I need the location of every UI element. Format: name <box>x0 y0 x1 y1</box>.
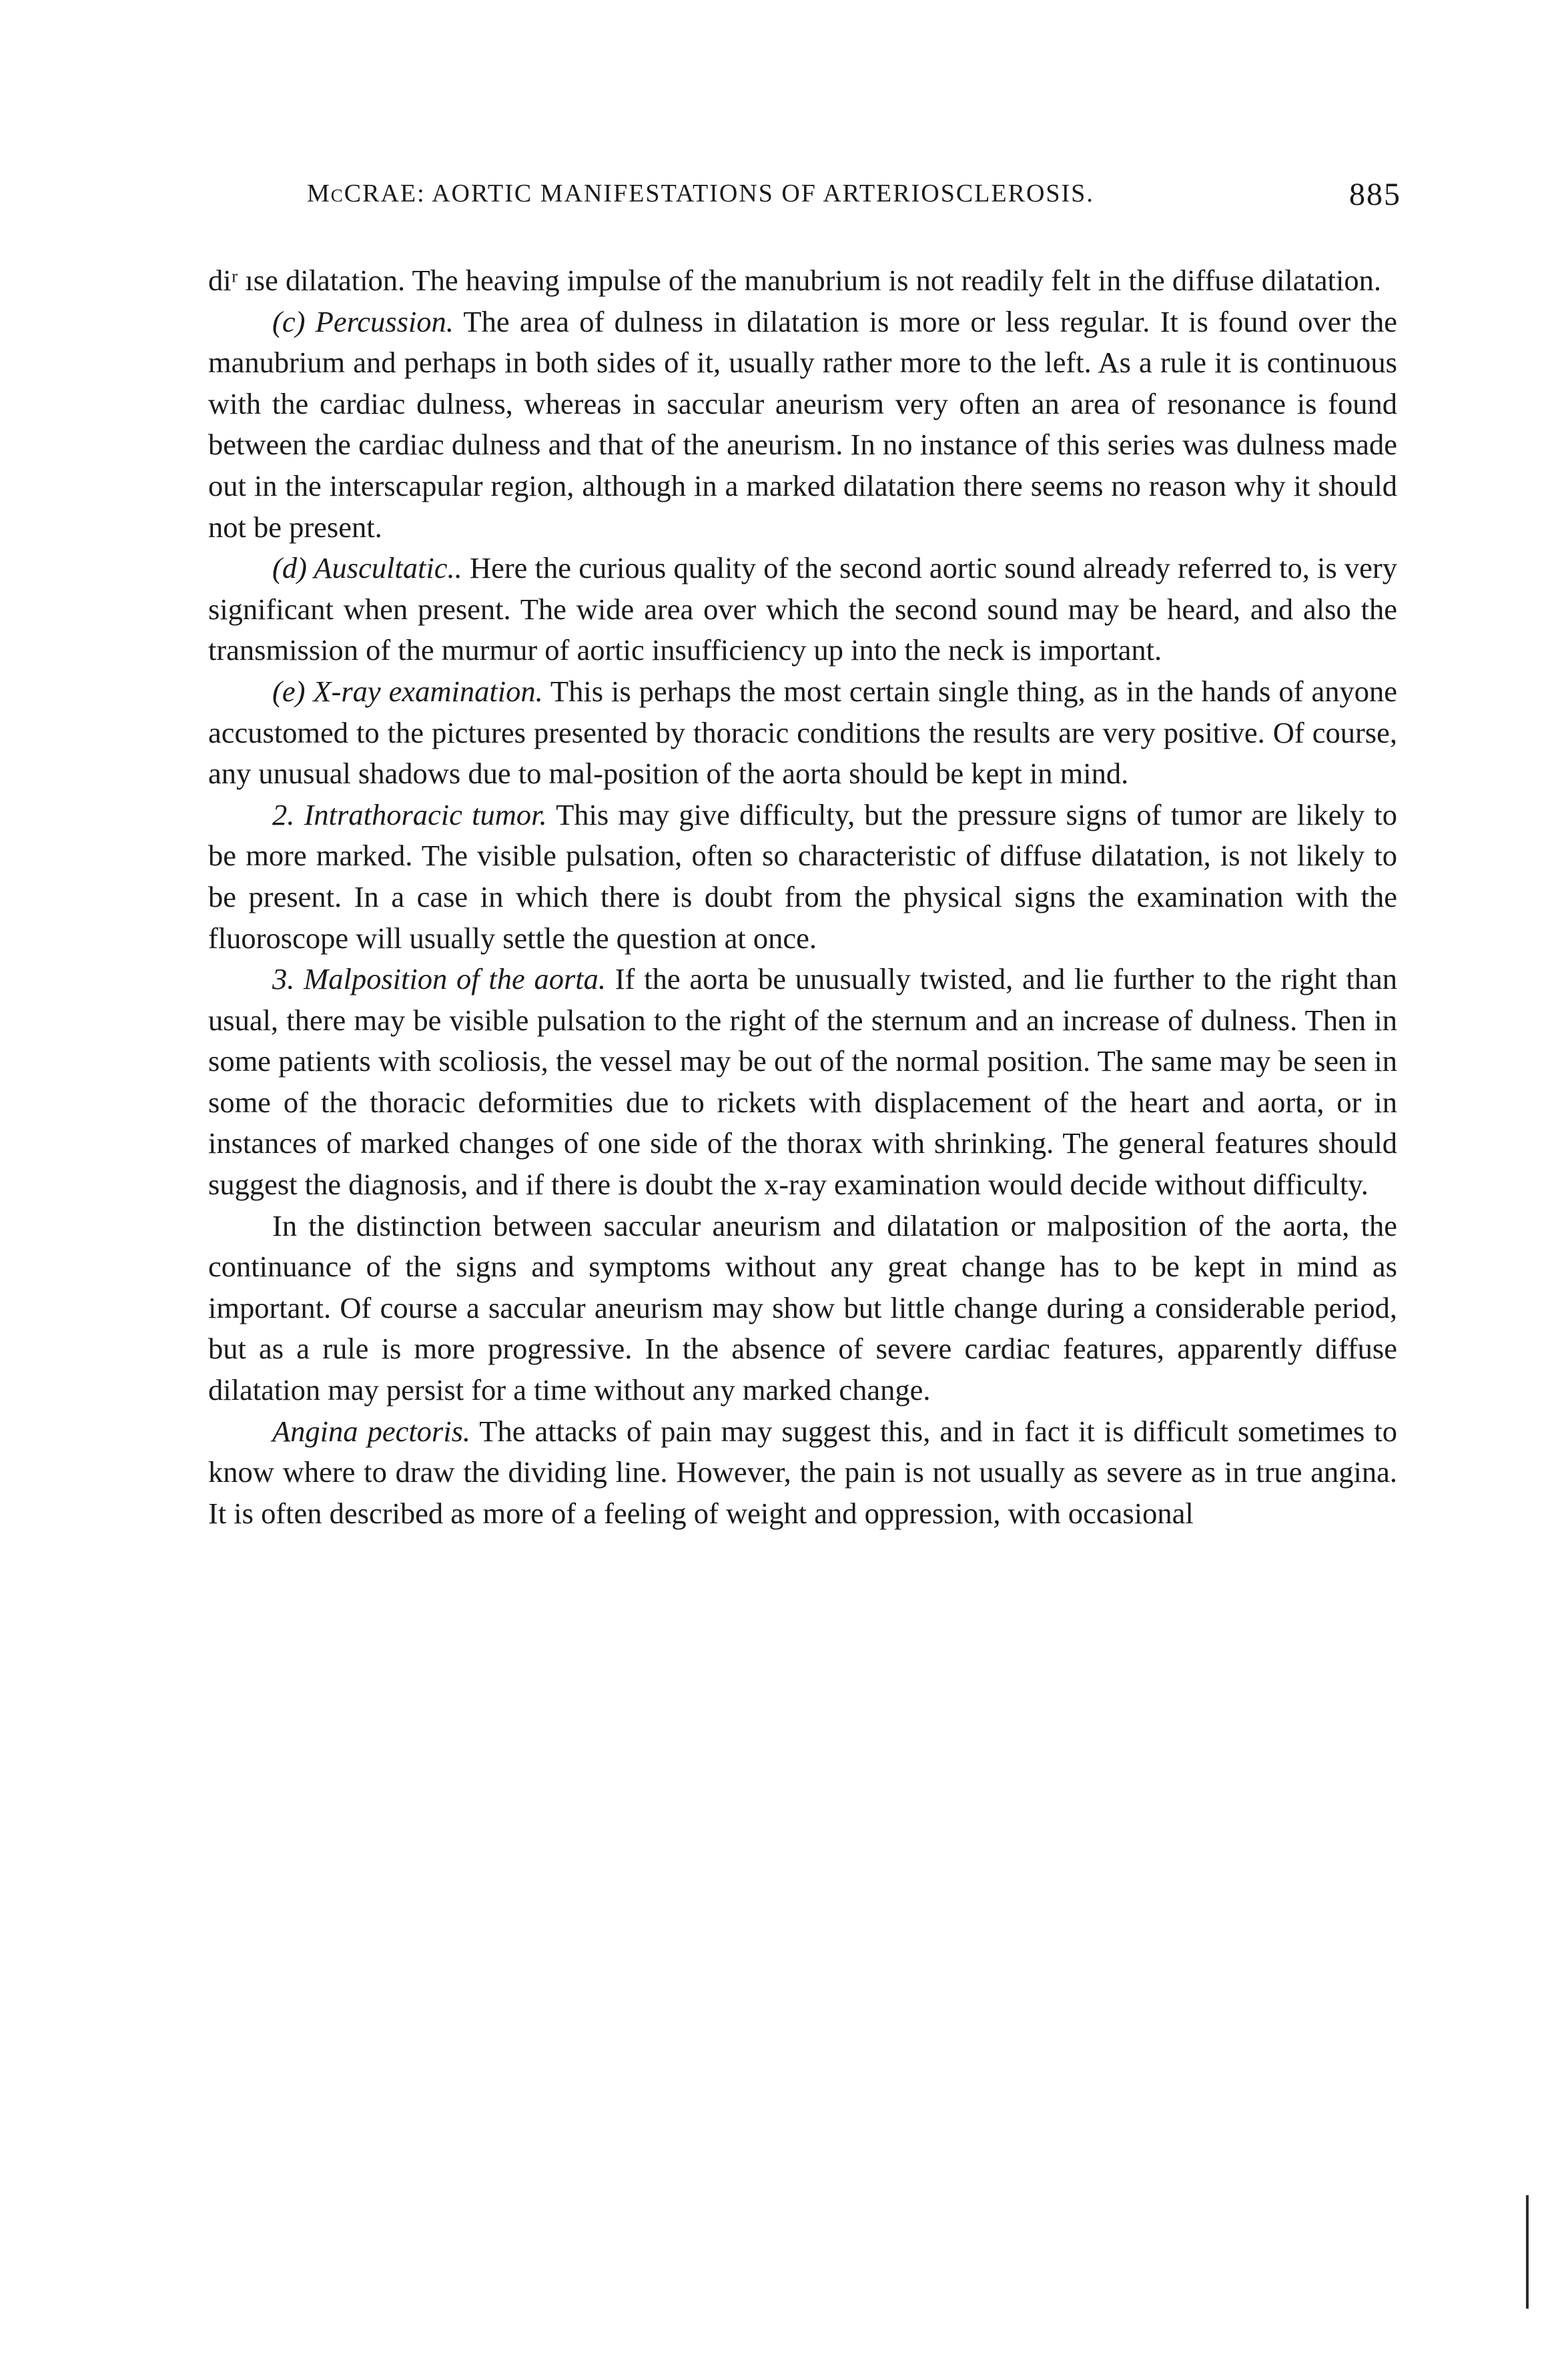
page-header <box>307 179 1401 226</box>
scan-edge-mark <box>1526 2195 1529 2309</box>
paragraph-angina-pectoris: Angina pectoris. The attacks of pain may suggest this, and in fact it is difficult sometimes to know where to draw the dividing line. However, the pain is not usually as severe as in true angina. It is often described as more of a feeling of weight and oppression, with occasional <box>208 1414 1397 1530</box>
paragraph-intrathoracic-tumor: 2. Intrathoracic tumor. This may give difficulty, but the pressure signs of tumor are likely to be more marked. The visible pulsation, often so characteristic of diffuse dilatation, is not likely to be present. In a case in which there is doubt from the physical signs the examination with the fluoroscope will usually settle the question at once. <box>208 797 1397 955</box>
paragraph-auscultation: (d) Auscultatic.. Here the curious quality of the second aortic sound already referred to, is very significant when present. The wide area over which the second sound may be heard, and also the transmission of the murmur of aortic insufficiency up into the neck is important. <box>208 551 1397 667</box>
paragraph-label: (d) Auscultatic.. <box>272 551 462 585</box>
paragraph-label: Angina pectoris. <box>272 1414 471 1448</box>
paragraph-label: 2. Intrathoracic tumor. <box>272 797 547 831</box>
paragraph-percussion: (c) Percussion. The area of dulness in dilatation is more or less regular. It is found over the manubrium and perhaps in both sides of it, usually rather more to the left. As a rule it is continuous with the cardiac dulness, whereas in saccular aneurism very often an area of resonance is found between the cardiac dulness and that of the aneurism. In no instance of this series was dulness made out in the interscapular region, although in a marked dilatation there seems no reason why it should not be present. <box>208 304 1397 544</box>
running-title: McCRAE: AORTIC MANIFESTATIONS OF ARTERIOSCLEROSIS. <box>307 179 1094 208</box>
paragraph-diffuse-continued: diʳ ıse dilatation. The heaving impulse of the manubrium is not readily felt in the diffuse dilatation. <box>208 264 1381 297</box>
body-text <box>208 260 1397 1534</box>
paragraph-xray-examination: (e) X-ray examination. This is perhaps the most certain single thing, as in the hands of anyone accustomed to the pictures presented by thoracic conditions the results are very positive. Of course, any unusual shadows due to mal-position of the aorta should be kept in mind. <box>208 674 1397 791</box>
paragraph-malposition: 3. Malposition of the aorta. If the aorta be unusually twisted, and lie further to the right than usual, there may be visible pulsation to the right of the sternum and an increase of dulness. Then in some patients with scoliosis, the vessel may be out of the normal position. The same may be seen in some of the thoracic deformities due to rickets with displacement of the heart and aorta, or in instances of marked changes of one side of the thorax with shrinking. The general features should suggest the diagnosis, and if there is doubt the x-ray examination would decide without difficulty. <box>208 962 1397 1202</box>
page-number: 885 <box>1349 177 1401 212</box>
paragraph-label: 3. Malposition of the aorta. <box>272 962 607 996</box>
paragraph-label: (c) Percussion. <box>272 304 454 338</box>
paragraph-distinction: In the distinction between saccular aneurism and dilatation or malposition of the aorta, the continuance of the signs and symptoms without any great change has to be kept in mind as important. Of course a saccular aneurism may show but little change during a considerable period, but as a rule is more progressive. In the absence of severe cardiac features, apparently diffuse dilatation may persist for a time without any marked change. <box>208 1208 1397 1407</box>
paragraph-label: (e) X-ray examination. <box>272 674 543 708</box>
